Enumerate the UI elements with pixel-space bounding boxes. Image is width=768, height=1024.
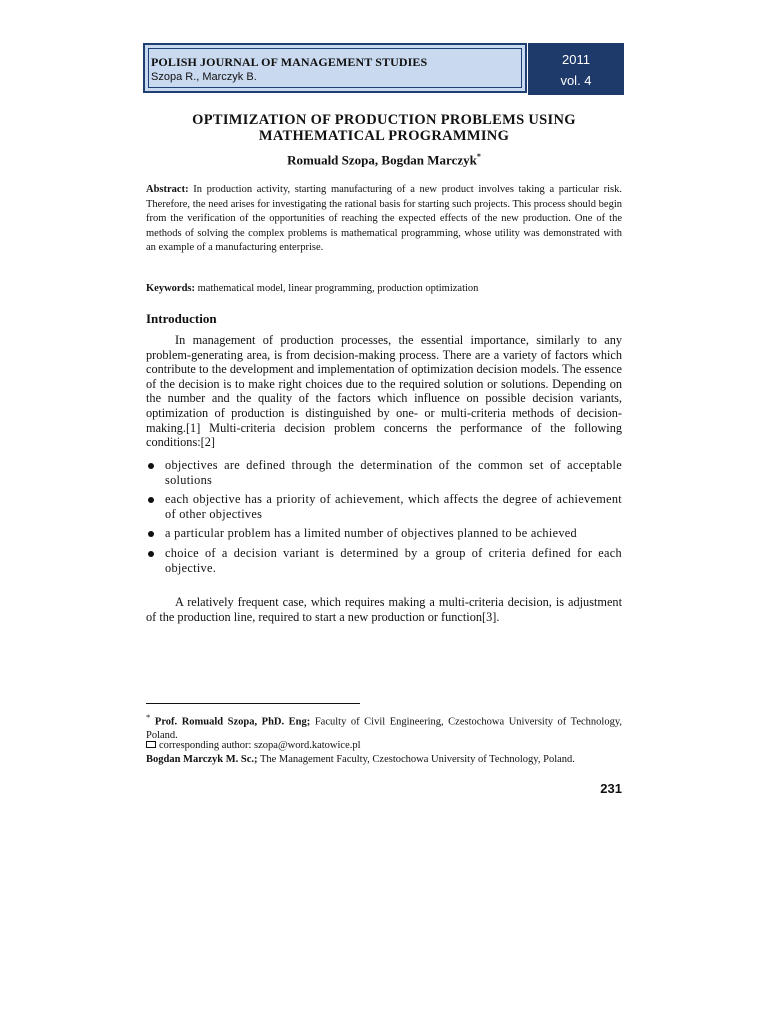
journal-volume: vol. 4 xyxy=(560,73,592,88)
page-number: 231 xyxy=(600,781,622,796)
journal-name: POLISH JOURNAL OF MANAGEMENT STUDIES xyxy=(151,55,428,69)
paper-title: OPTIMIZATION OF PRODUCTION PROBLEMS USING MATHEMATICAL PROGRAMMING xyxy=(192,112,576,144)
footnote-author-1-name: Prof. Romuald Szopa, PhD. Eng; xyxy=(154,716,311,728)
footnote-mark: * xyxy=(146,712,151,722)
bullet-icon xyxy=(148,531,154,537)
paper-authors xyxy=(146,152,622,168)
list-item-text: each objective has a priority of achievement, which affects the degree of achievement of other objectives xyxy=(165,492,622,521)
envelope-icon xyxy=(146,741,156,748)
list-item xyxy=(146,546,622,575)
bullet-icon xyxy=(148,463,154,469)
journal-year: 2011 xyxy=(562,52,590,67)
abstract-label: Abstract: xyxy=(146,184,189,195)
journal-header-right xyxy=(528,43,624,95)
abstract-text: In production activity, starting manufacturing of a new product involves taking a particular risk. Therefore, the need arises for investigating the rational basis for starting such projects. This process should begin from the verification of the opportunities of reaching the expected effects of the new production. One of the methods of solving the complex problems is mathematical programming, whose utility was demonstrated with an example of a manufacturing enterprise. xyxy=(146,184,622,253)
footnote-author-1-affiliation: Faculty of Civil Engineering, Czestochowa University of Technology, Poland. xyxy=(146,716,623,742)
author-footnote-mark: * xyxy=(476,152,481,161)
section-heading-introduction: Introduction xyxy=(146,311,217,326)
author-names: Romuald Szopa, Bogdan Marczyk xyxy=(287,152,477,168)
footnote-corresponding xyxy=(146,739,622,753)
list-item-text: choice of a decision variant is determined by a group of criteria defined for each objective. xyxy=(165,545,622,575)
journal-header-left xyxy=(143,43,527,93)
conditions-list xyxy=(146,458,622,580)
list-item xyxy=(146,458,622,487)
running-authors: Szopa R., Marczyk B. xyxy=(151,71,257,83)
keywords xyxy=(146,282,622,296)
intro-paragraph-1: In management of production processes, the essential importance, similarly to any problem-generating area, is from decision-making process. There are a variety of factors which contribute to the development and implementation of optimization decision models. The essence of the decision is to make right choices due to the required solution or solutions. Depending on the number and the quality of the factors which influence on possible decision variants, optimization of production is distinguished by one- or multi-criteria methods of decision-making.[1] Multi-criteria decision problem concerns the performance of the following conditions:[2] xyxy=(146,333,622,450)
corresponding-author-text: corresponding author: szopa@word.katowice.pl xyxy=(159,740,361,751)
footnote-author-2-affiliation: The Management Faculty, Czestochowa University of Technology, Poland. xyxy=(259,754,575,765)
keywords-label: Keywords: xyxy=(146,283,195,294)
list-item-text: a particular problem has a limited number of objectives planned to be achieved xyxy=(165,526,577,541)
journal-header xyxy=(143,43,624,95)
footnote-author-2 xyxy=(146,753,622,767)
intro-paragraph-2: A relatively frequent case, which requires making a multi-criteria decision, is adjustment of the production line, required to start a new production or function[3]. xyxy=(146,595,622,624)
list-item-text: objectives are defined through the determination of the common set of acceptable solutions xyxy=(165,458,622,487)
keywords-text: mathematical model, linear programming, production optimization xyxy=(197,283,479,294)
bullet-icon xyxy=(148,497,154,503)
abstract xyxy=(146,183,622,256)
list-item xyxy=(146,526,622,541)
list-item xyxy=(146,492,622,521)
bullet-icon xyxy=(148,551,154,557)
footnote-author-2-name: Bogdan Marczyk M. Sc.; xyxy=(146,754,258,765)
footnote-separator xyxy=(146,703,360,704)
